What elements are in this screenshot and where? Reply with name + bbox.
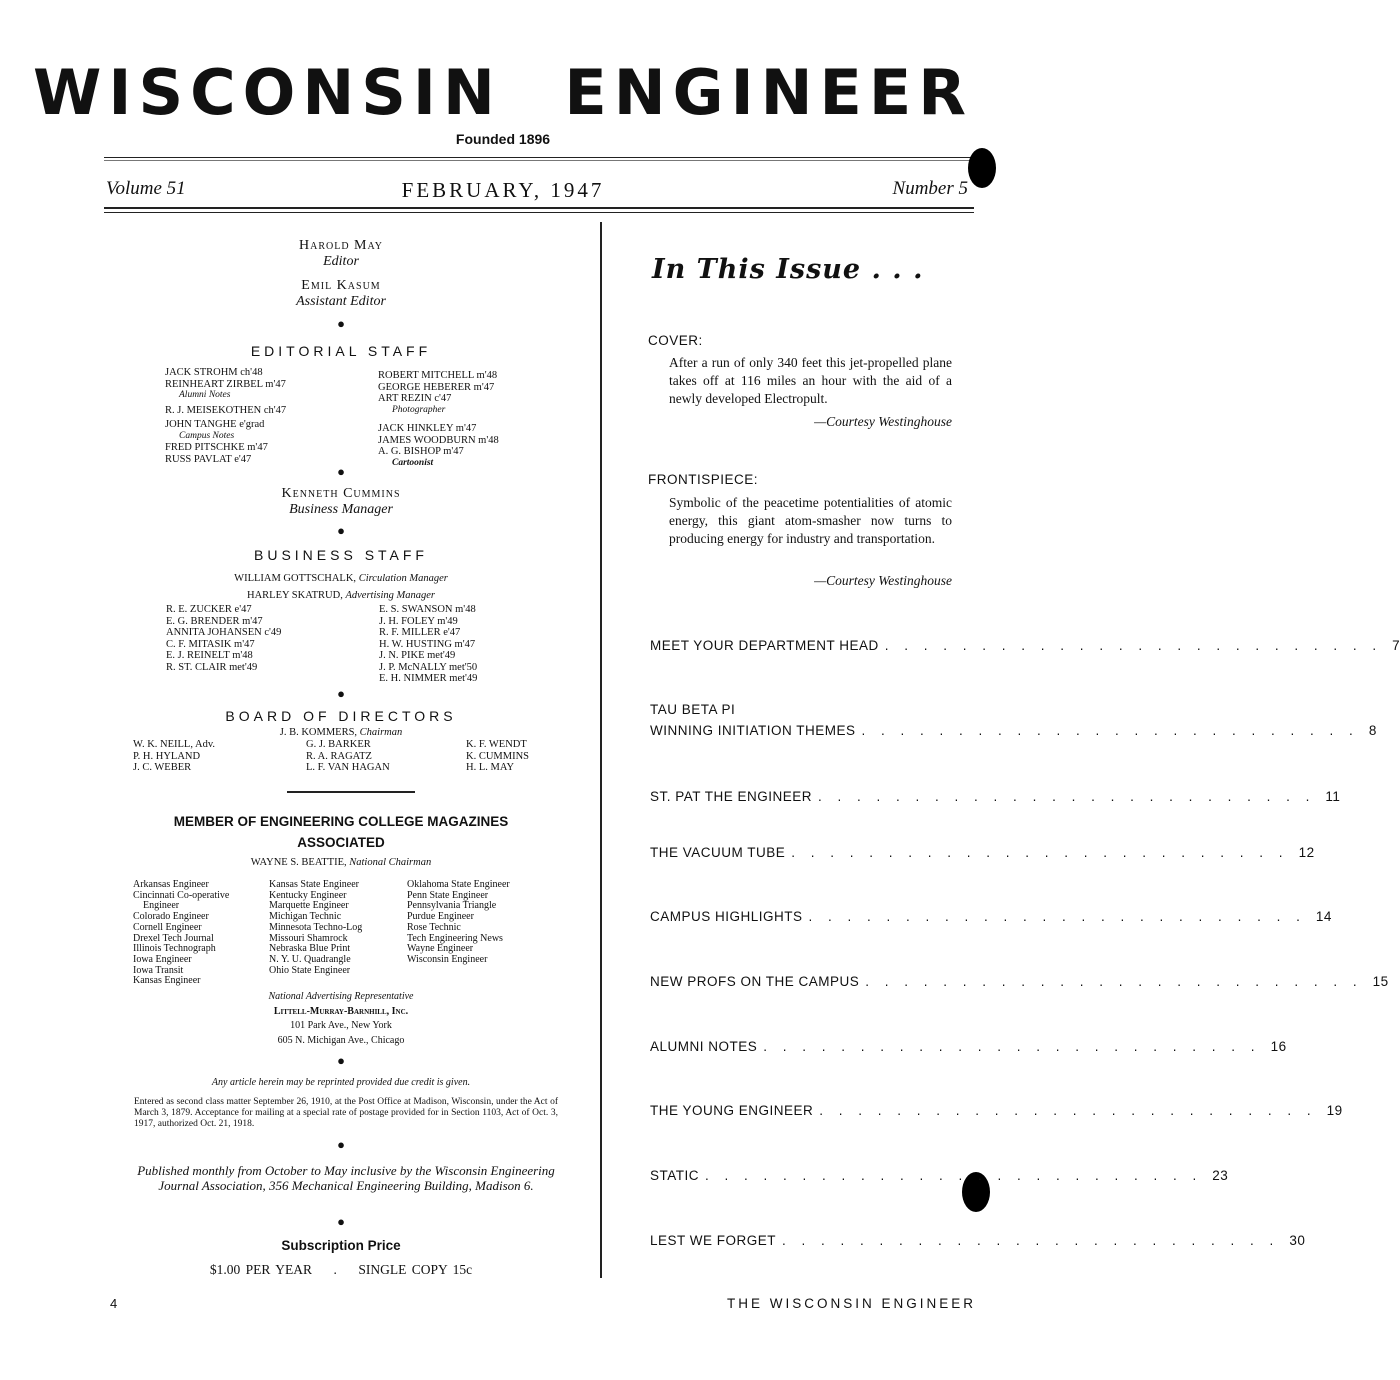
toc-title: ST. PAT THE ENGINEER [650,789,813,804]
staff-name: ART REZIN c'47 [378,393,452,404]
header-rule-top [104,157,976,158]
entry-note: Entered as second class matter September 26, 1910, at the Post Office at Madison, Wisconsin, under the Act of March 3, 1879. Acceptance for mailing at a special rate of postage provided for in Section 1103, Act of Oct. 3, 1917, authorized Oct. 21, 1918. [134,1097,558,1129]
toc-title: NEW PROFS ON THE CAMPUS [650,974,860,989]
ecma-chairman [96,857,586,869]
bullet-separator: ● [337,1053,345,1068]
masthead-title: WISCONSIN ENGINEER [33,56,973,129]
toc-page: 8 [1368,723,1377,738]
toc-item[interactable] [650,638,1400,653]
board-chair [96,727,586,739]
magazine-name: Cincinnati Co-operative [133,889,230,901]
bullet-separator: ● [337,464,345,479]
board-member: J. C. WEBER [133,762,192,773]
assistant-editor-role: Assistant Editor [296,294,386,309]
magazine-name: Nebraska Blue Print [269,943,351,955]
business-manager-block [96,486,586,518]
magazine-name: N. Y. U. Quadrangle [269,953,351,965]
magazine-name: Drexel Tech Journal [133,932,214,944]
advertising-rep-block [96,990,586,1048]
bullet-separator: ● [337,1214,345,1229]
staff-name: R. E. ZUCKER e'47 [166,604,252,615]
toc-title: THE YOUNG ENGINEER [650,1103,814,1118]
cover-label: COVER: [648,333,703,348]
toc-title: WINNING INITIATION THEMES [650,723,856,738]
toc-leader: . . . . . . . . . . . . . . . . . . . . . . . . . . [791,845,1289,860]
toc-page: 23 [1212,1168,1229,1183]
toc-leader: . . . . . . . . . . . . . . . . . . . . . . . . . . [865,974,1363,989]
magazine-name: Kansas State Engineer [269,879,359,890]
toc-title: STATIC [650,1168,699,1183]
toc-title: LEST WE FORGET [650,1233,777,1248]
section-rule [287,791,415,793]
board-col2 [306,739,390,774]
staff-name: JACK STROHM ch'48 [165,367,263,378]
staff-note: Photographer [392,404,446,415]
published-note: Published monthly from October to May inclusive by the Wisconsin Engineering Journal Association, 356 Mechanical Engineering Building, Madison 6. [137,1163,555,1193]
toc-leader: . . . . . . . . . . . . . . . . . . . . . . . . . . [782,1233,1280,1248]
ecma-col1 [133,880,229,987]
staff-name: H. W. HUSTING m'47 [379,638,476,650]
staff-name: GEORGE HEBERER m'47 [378,381,495,393]
business-manager-name: Kenneth Cummins [281,486,401,501]
toc-page: 30 [1289,1233,1306,1248]
ecma-heading-line1: MEMBER OF ENGINEERING COLLEGE MAGAZINES [173,814,509,829]
business-staff-right [379,604,477,685]
subscription-heading: Subscription Price [281,1238,401,1253]
toc-leader: . . . . . . . . . . . . . . . . . . . . . . . . . . [763,1039,1261,1054]
staff-note: Alumni Notes [179,390,231,400]
board-chair-role: Chairman [359,727,403,738]
cover-credit: —Courtesy Westinghouse [814,414,952,429]
staff-name: J. H. FOLEY m'49 [379,615,458,627]
advertising-rep-label: National Advertising Representative [268,991,414,1002]
editorial-staff-heading: EDITORIAL STAFF [250,343,432,359]
toc-leader: . . . . . . . . . . . . . . . . . . . . . . . . . . [819,1103,1317,1118]
volume-label: Volume 51 [106,178,186,199]
bullet-separator: ● [337,1137,345,1152]
frontispiece-label: FRONTISPIECE: [648,472,759,487]
business-staff-left [166,604,281,673]
magazine-name: Cornell Engineer [133,921,202,933]
ecma-heading [96,811,586,853]
advertising-name: HARLEY SKATRUD, [246,590,343,601]
header-rule-bottom-2 [104,212,974,213]
toc-title: THE VACUUM TUBE [650,845,786,860]
advertising-rep-company: Littell-Murray-Barnhill, Inc. [273,1005,409,1017]
magazine-name: Pennsylvania Triangle [407,900,497,912]
business-staff-heading: BUSINESS STAFF [254,547,428,563]
editor-block [96,238,586,310]
magazine-name: Illinois Technograph [133,943,216,955]
board-member: H. L. MAY [466,762,515,773]
magazine-name: Michigan Technic [269,911,342,923]
toc-leader: . . . . . . . . . . . . . . . . . . . . . . . . . . [808,909,1306,924]
staff-name: JACK HINKLEY m'47 [378,423,477,434]
board-col1 [133,739,215,774]
editor-role: Editor [323,254,359,269]
staff-name: R. J. MEISEKOTHEN ch'47 [165,404,287,416]
staff-name: E. S. SWANSON m'48 [379,604,476,615]
board-member: K. CUMMINS [466,750,530,762]
subscription-single: SINGLE COPY 15c [358,1262,473,1277]
board-col3 [466,739,529,774]
staff-name: ANNITA JOHANSEN c'49 [166,627,282,638]
toc-page: 11 [1325,789,1341,804]
board-member: R. A. RAGATZ [306,750,372,762]
staff-note: Cartoonist [392,457,434,468]
footer-publication: THE WISCONSIN ENGINEER [726,1296,976,1311]
business-manager-role: Business Manager [289,502,393,517]
frontispiece-text: Symbolic of the peacetime potentialities of atomic energy, this giant atom-smasher now turns to producing energy for industry and transportation. [669,495,952,546]
ecma-col3 [407,880,510,966]
subscription-separator: . [333,1262,337,1277]
ecma-chairman-name: WAYNE S. BEATTIE, [250,857,347,868]
board-member: L. F. VAN HAGAN [306,762,390,773]
toc-leader: . . . . . . . . . . . . . . . . . . . . . . . . . . [884,638,1383,653]
issue-number: Number 5 [892,178,968,199]
toc-title: CAMPUS HIGHLIGHTS [650,909,803,924]
staff-name: C. F. MITASIK m'47 [166,638,255,650]
page-number: 4 [110,1296,118,1311]
advertising-rep-address1: 101 Park Ave., New York [290,1020,392,1031]
board-member: G. J. BARKER [306,739,371,750]
magazine-name: Kentucky Engineer [269,889,347,901]
issue-date: FEBRUARY, 1947 [401,178,605,202]
magazine-name: Rose Technic [407,921,461,933]
toc-item[interactable] [650,974,1389,989]
frontispiece-credit: —Courtesy Westinghouse [814,573,952,588]
board-member: W. K. NEILL, Adv. [133,739,216,750]
circulation-name: WILLIAM GOTTSCHALK, [234,573,357,584]
staff-name: RUSS PAVLAT e'47 [165,453,252,465]
magazine-name: Wisconsin Engineer [407,953,488,965]
magazine-name: Kansas Engineer [133,975,201,987]
column-divider [600,222,602,1278]
advertising-role: Advertising Manager [345,590,436,601]
staff-name: E. J. REINELT m'48 [166,650,253,661]
assistant-editor-name: Emil Kasum [301,278,381,293]
toc-item[interactable] [650,789,1341,804]
circulation-role: Circulation Manager [358,573,448,584]
staff-name: JAMES WOODBURN m'48 [378,434,499,446]
magazine-name: Ohio State Engineer [269,964,351,976]
staff-name: REINHEART ZIRBEL m'47 [165,378,286,390]
bullet-separator: ● [337,686,345,701]
magazine-name: Engineer [143,900,180,912]
toc-page: 15 [1372,974,1389,989]
ecma-chairman-role: National Chairman [349,857,432,868]
toc-item[interactable] [650,1039,1287,1054]
staff-name: R. F. MILLER e'47 [379,627,461,638]
toc-page: 19 [1326,1103,1343,1118]
toc-page: 14 [1315,909,1332,924]
toc-page: 12 [1298,845,1315,860]
cover-text: After a run of only 340 feet this jet-propelled plane takes off at 116 miles an hour with the aid of a newly developed Electropult. [669,355,952,406]
staff-name: ROBERT MITCHELL m'48 [378,370,498,381]
founded-line: Founded 1896 [455,131,551,147]
toc-item[interactable] [650,1233,1306,1248]
staff-name: E. G. BRENDER m'47 [166,615,263,627]
staff-name: J. P. McNALLY met'50 [379,661,478,673]
staff-note: Campus Notes [179,430,235,441]
toc-item[interactable] [650,1103,1343,1118]
magazine-name: Wayne Engineer [407,943,474,955]
magazine-name: Missouri Shamrock [269,932,348,944]
magazine-name: Iowa Engineer [133,953,192,965]
header-rule-bottom [104,207,974,209]
header-rule-top-2 [104,160,976,161]
binder-hole-top [968,148,996,188]
in-this-issue-title: In This Issue . . . [652,254,924,285]
editor-name: Harold May [298,238,384,253]
circulation-manager [96,573,586,585]
toc-title-line1: TAU BETA PI [650,702,736,717]
staff-name: E. H. NIMMER met'49 [379,673,478,684]
toc-item[interactable] [650,723,1377,738]
magazine-name: Purdue Engineer [407,911,474,923]
editorial-staff-left [165,367,286,465]
toc-leader: . . . . . . . . . . . . . . . . . . . . . . . . . . [861,723,1359,738]
toc-item[interactable] [650,1168,1229,1183]
magazine-name: Marquette Engineer [269,900,349,912]
staff-name: JOHN TANGHE e'grad [165,419,265,430]
staff-name: R. ST. CLAIR met'49 [166,661,258,673]
staff-name: J. N. PIKE met'49 [379,650,456,661]
toc-leader: . . . . . . . . . . . . . . . . . . . . . . . . . . [818,789,1316,804]
bullet-separator: ● [337,316,345,331]
magazine-name: Oklahoma State Engineer [407,879,510,890]
board-chair-name: J. B. KOMMERS, [279,727,358,738]
toc-page: 7 [1392,638,1400,653]
magazine-name: Colorado Engineer [133,911,209,923]
board-member: K. F. WENDT [466,739,527,750]
ecma-col2 [269,880,362,976]
magazine-name: Arkansas Engineer [133,879,209,890]
toc-item[interactable] [650,845,1315,860]
staff-name: FRED PITSCHKE m'47 [165,442,268,453]
staff-name: A. G. BISHOP m'47 [378,446,464,457]
editorial-staff-right [378,370,499,469]
subscription-prices [96,1262,586,1278]
reprint-note: Any article herein may be reprinted provided due credit is given. [211,1077,471,1088]
magazine-name: Iowa Transit [133,964,184,976]
toc-page: 16 [1270,1039,1287,1054]
toc-item[interactable] [650,909,1332,924]
subscription-per-year: $1.00 PER YEAR [209,1262,312,1277]
magazine-name: Minnesota Techno-Log [269,921,363,933]
toc-title: MEET YOUR DEPARTMENT HEAD [650,638,879,653]
advertising-manager [96,590,586,602]
board-member: P. H. HYLAND [133,750,201,762]
bullet-separator: ● [337,523,345,538]
board-heading: BOARD OF DIRECTORS [225,708,457,724]
advertising-rep-address2: 605 N. Michigan Ave., Chicago [277,1034,405,1046]
magazine-name: Penn State Engineer [407,889,489,901]
ecma-heading-line2: ASSOCIATED [297,835,385,850]
toc-leader: . . . . . . . . . . . . . . . . . . . . . . . . . . [705,1168,1203,1183]
toc-title: ALUMNI NOTES [650,1039,758,1054]
magazine-name: Tech Engineering News [407,932,503,944]
